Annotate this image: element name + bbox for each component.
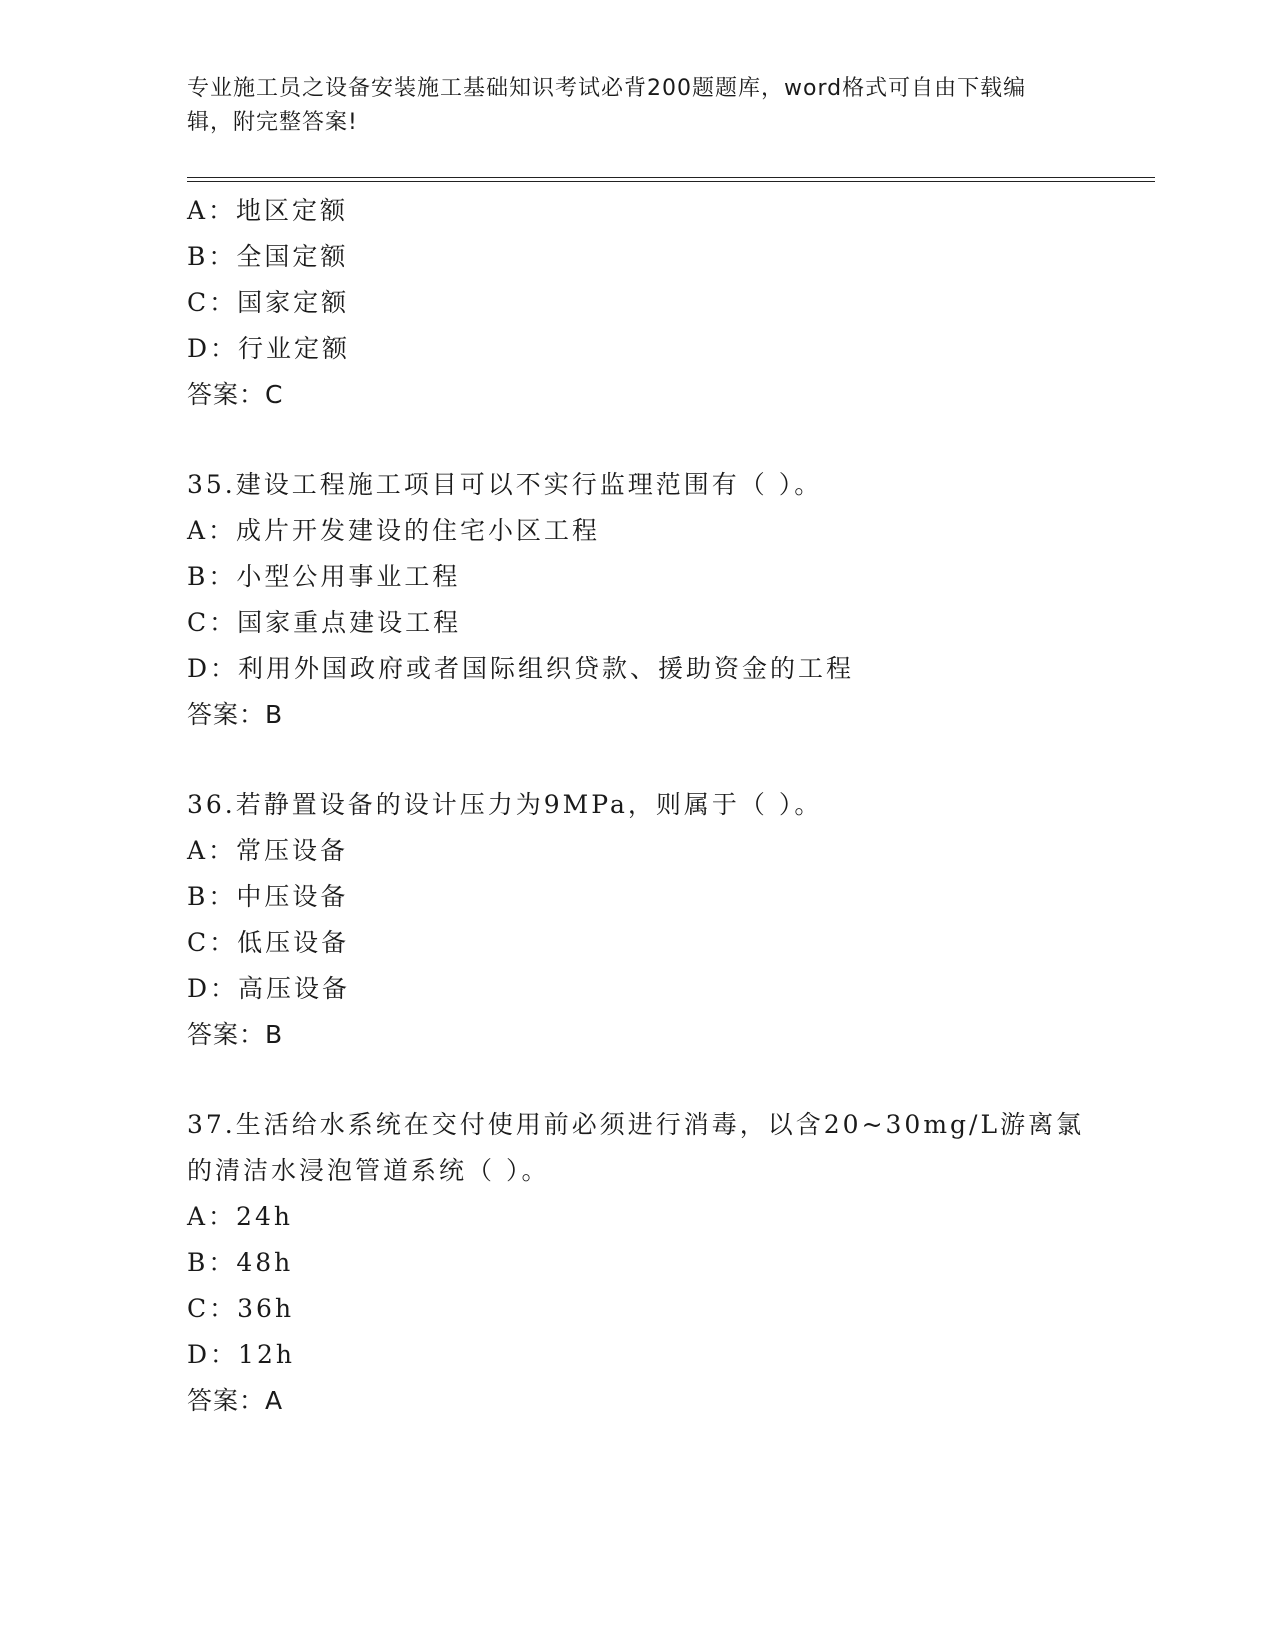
- answer-line: 答案：B: [187, 700, 284, 729]
- option-b: B：48h: [187, 1248, 294, 1277]
- option-c: C：低压设备: [187, 928, 350, 957]
- answer-line: 答案：A: [187, 1386, 284, 1415]
- question-text: 36.若静置设备的设计压力为9MPa，则属于（ ）。: [187, 790, 823, 819]
- question-block-36: [187, 782, 1147, 1058]
- option-a: A：地区定额: [187, 196, 349, 225]
- option-b: B：全国定额: [187, 242, 349, 271]
- option-c: C：国家定额: [187, 288, 350, 317]
- question-text-line-1: 37.生活给水系统在交付使用前必须进行消毒，以含20~30mg/L游离氯: [187, 1110, 1085, 1139]
- option-a: A：24h: [187, 1202, 293, 1231]
- header-divider: [187, 177, 1155, 182]
- option-d: D：12h: [187, 1340, 295, 1369]
- question-text-line-2: 的清洁水浸泡管道系统（ ）。: [187, 1156, 550, 1185]
- question-list: [187, 188, 1147, 1424]
- option-c: C：国家重点建设工程: [187, 608, 462, 637]
- answer-line: 答案：B: [187, 1020, 284, 1049]
- option-d: D：行业定额: [187, 334, 351, 363]
- question-text: 35.建设工程施工项目可以不实行监理范围有（ ）。: [187, 470, 823, 499]
- spacer: [187, 738, 1147, 782]
- question-block-37: [187, 1102, 1147, 1424]
- option-b: B：小型公用事业工程: [187, 562, 461, 591]
- question-block-35: [187, 462, 1147, 738]
- option-d: D：高压设备: [187, 974, 351, 1003]
- option-a: A：成片开发建设的住宅小区工程: [187, 516, 601, 545]
- option-c: C：36h: [187, 1294, 295, 1323]
- option-a: A：常压设备: [187, 836, 349, 865]
- answer-line: 答案：C: [187, 380, 284, 409]
- option-d: D：利用外国政府或者国际组织贷款、援助资金的工程: [187, 654, 855, 683]
- question-block-34: [187, 188, 1147, 418]
- document-header: 专业施工员之设备安装施工基础知识考试必背200题题库，word格式可自由下载编辑，附完整答案!: [187, 76, 1027, 135]
- option-b: B：中压设备: [187, 882, 349, 911]
- spacer: [187, 418, 1147, 462]
- spacer: [187, 1058, 1147, 1102]
